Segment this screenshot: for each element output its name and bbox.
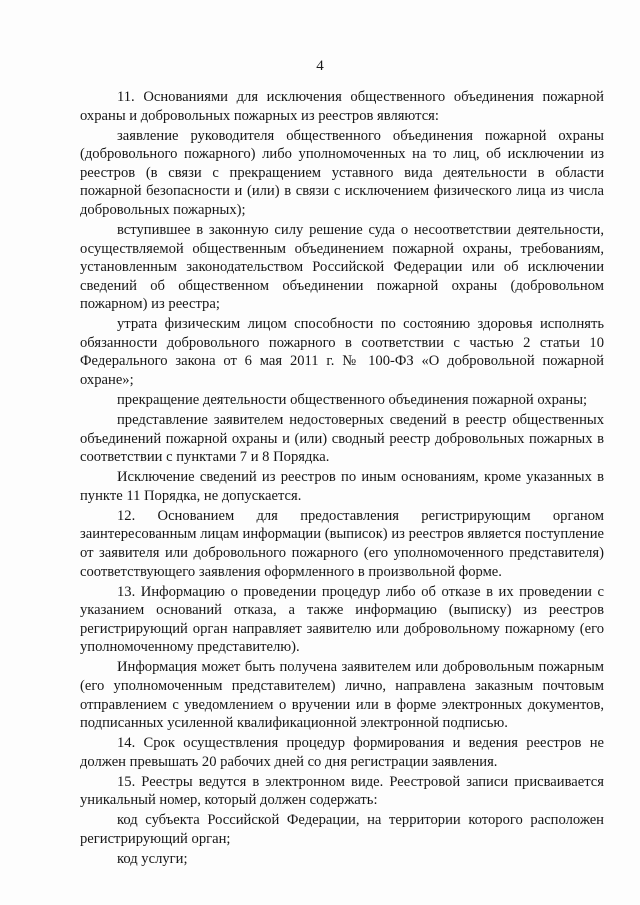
paragraph: заявление руководителя общественного объединения пожарной охраны (добровольного пожарного) либо уполномоченных на то лиц, об исключении из реестров (в связи с прекращением уставного вида деятельности в области пожарной безопасности и (или) в связи с исключением физического лица из числа добровольных пожарных);	[80, 127, 604, 218]
page-number: 4	[316, 58, 324, 74]
document-body	[80, 88, 604, 870]
paragraph: представление заявителем недостоверных сведений в реестр общественных объединений пожарной охраны и (или) сводный реестр добровольных пожарных в соответствии с пунктами 7 и 8 Порядка.	[80, 412, 604, 466]
paragraph: код услуги;	[117, 850, 188, 867]
paragraph: 12. Основанием для предоставления регистрирующим органом заинтересованным лицам информации (выписок) из реестров является поступление от заявителя или добровольного пожарного (его уполномоченного представителя) соответствующего заявления оформленного в произвольной форме.	[80, 507, 604, 580]
paragraph: Информация может быть получена заявителем или добровольным пожарным (его уполномоченным представителем) лично, направлена заказным почтовым отправлением с уведомлением о вручении или в форме электронных документов, подписанных усиленной квалификационной электронной подписью.	[80, 659, 604, 732]
paragraph: 14. Срок осуществления процедур формирования и ведения реестров не должен превышать 20 рабочих дней со дня регистрации заявления.	[80, 735, 604, 770]
paragraph: код субъекта Российской Федерации, на территории которого расположен регистрирующий орган;	[80, 812, 604, 847]
paragraph: 11. Основаниями для исключения общественного объединения пожарной охраны и добровольных пожарных из реестров являются:	[80, 89, 604, 124]
paragraph: утрата физическим лицом способности по состоянию здоровья исполнять обязанности добровольного пожарного в соответствии с частью 2 статьи 10 Федерального закона от 6 мая 2011 г. № 100-ФЗ «О добровольной пожарной охране»;	[80, 316, 604, 389]
paragraph: вступившее в законную силу решение суда о несоответствии деятельности, осуществляемой общественным объединением пожарной охраны, требованиям, установленным законодательством Российской Федерации или об исключении сведений об общественном объединении пожарной охраны (добровольном пожарном) из реестра;	[80, 221, 604, 313]
paragraph: прекращение деятельности общественного объединения пожарной охраны;	[117, 392, 588, 409]
paragraph: Исключение сведений из реестров по иным основаниям, кроме указанных в пункте 11 Порядка, не допускается.	[80, 469, 604, 504]
paragraph: 13. Информацию о проведении процедур либо об отказе в их проведении с указанием оснований отказа, а также информацию (выписку) из реестров регистрирующий орган направляет заявителю или добровольному пожарному (его уполномоченному представителю).	[80, 583, 604, 656]
paragraph: 15. Реестры ведутся в электронном виде. Реестровой записи присваивается уникальный номер, который должен содержать:	[80, 773, 604, 809]
